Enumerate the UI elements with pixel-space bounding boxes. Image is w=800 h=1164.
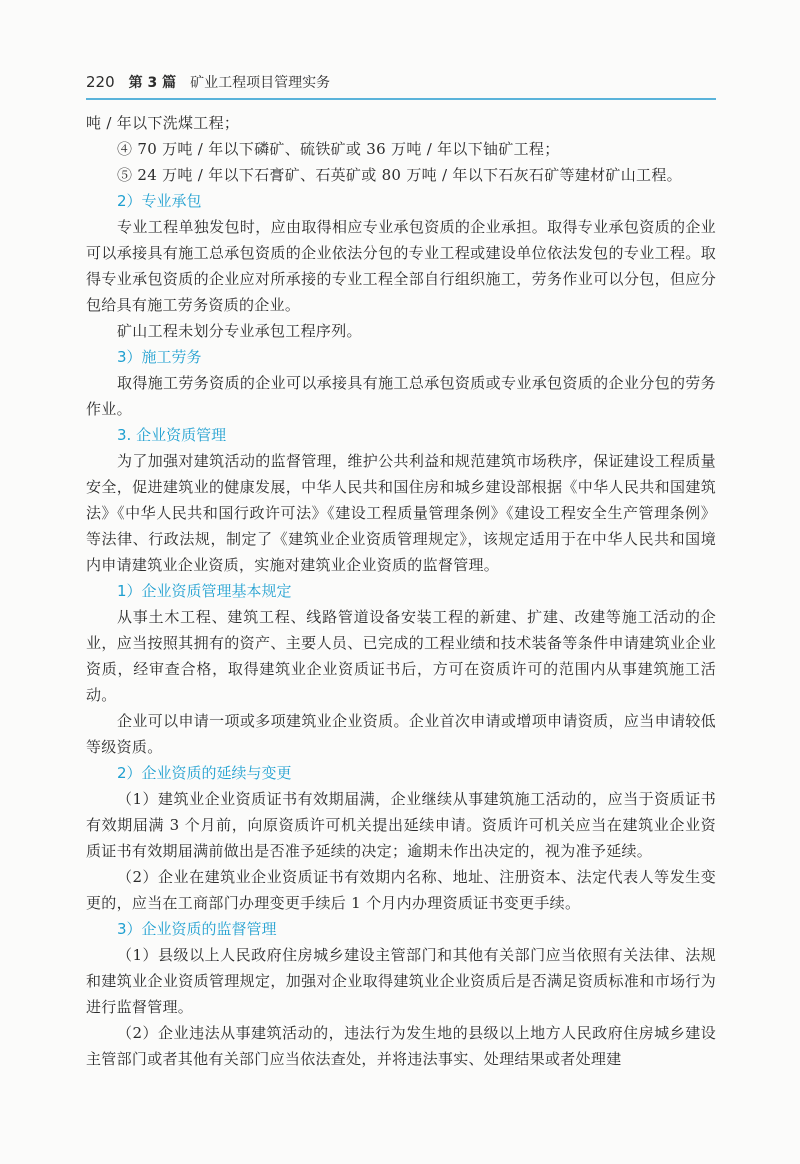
body-paragraph: ⑤ 24 万吨 / 年以下石膏矿、石英矿或 80 万吨 / 年以下石灰石矿等建材矿山工程。 [117, 166, 682, 184]
part-label: 第 3 篇 [128, 75, 177, 91]
body-paragraph: 取得施工劳务资质的企业可以承接具有施工总承包资质或专业承包资质的企业分包的劳务作业。 [86, 374, 716, 418]
body-paragraph: 企业可以申请一项或多项建筑业企业资质。企业首次申请或增项申请资质，应当申请较低等级资质。 [86, 712, 716, 756]
section-heading: 2）专业承包 [117, 192, 202, 210]
book-title: 矿业工程项目管理实务 [190, 75, 331, 91]
section-heading: 2）企业资质的延续与变更 [117, 764, 292, 782]
body-paragraph: 吨 / 年以下洗煤工程； [86, 114, 240, 132]
page-number: 220 [86, 73, 115, 91]
header-divider [86, 98, 716, 100]
body-paragraph: （2）企业在建筑业企业资质证书有效期内名称、地址、注册资本、法定代表人等发生变更的，应当在工商部门办理变更手续后 1 个月内办理资质证书变更手续。 [86, 868, 716, 912]
section-heading: 3）企业资质的监督管理 [117, 920, 277, 938]
running-header [86, 72, 716, 98]
page-body [86, 110, 716, 1072]
body-paragraph: 从事土木工程、建筑工程、线路管道设备安装工程的新建、扩建、改建等施工活动的企业，应当按照其拥有的资产、主要人员、已完成的工程业绩和技术装备等条件申请建筑业企业资质，经审查合格，取得建筑业企业资质证书后，方可在资质许可的范围内从事建筑施工活动。 [86, 608, 716, 704]
body-paragraph: （2）企业违法从事建筑活动的，违法行为发生地的县级以上地方人民政府住房城乡建设主管部门或者其他有关部门应当依法查处，并将违法事实、处理结果或者处理建 [86, 1024, 716, 1068]
body-paragraph: 为了加强对建筑活动的监督管理，维护公共利益和规范建筑市场秩序，保证建设工程质量安全，促进建筑业的健康发展，中华人民共和国住房和城乡建设部根据《中华人民共和国建筑法》《中华人民共和国行政许可法》《建设工程质量管理条例》《建设工程安全生产管理条例》等法律、行政法规，制定了《建筑业企业资质管理规定》，该规定适用于在中华人民共和国境内申请建筑业企业资质，实施对建筑业企业资质的监督管理。 [86, 452, 716, 574]
section-heading: 3. 企业资质管理 [117, 426, 227, 444]
body-paragraph: 矿山工程未划分专业承包工程序列。 [117, 322, 362, 340]
section-heading: 3）施工劳务 [117, 348, 202, 366]
body-paragraph: （1）建筑业企业资质证书有效期届满，企业继续从事建筑施工活动的，应当于资质证书有效期届满 3 个月前，向原资质许可机关提出延续申请。资质许可机关应当在建筑业企业资质证书有效期届满前做出是否准予延续的决定；逾期未作出决定的，视为准予延续。 [86, 790, 716, 860]
body-paragraph: 专业工程单独发包时，应由取得相应专业承包资质的企业承担。取得专业承包资质的企业可以承接具有施工总承包资质的企业依法分包的专业工程或建设单位依法发包的专业工程。取得专业承包资质的企业应对所承接的专业工程全部自行组织施工，劳务作业可以分包，但应分包给具有施工劳务资质的企业。 [86, 218, 716, 314]
section-heading: 1）企业资质管理基本规定 [117, 582, 292, 600]
body-paragraph: ④ 70 万吨 / 年以下磷矿、硫铁矿或 36 万吨 / 年以下铀矿工程； [117, 140, 560, 158]
body-paragraph: （1）县级以上人民政府住房城乡建设主管部门和其他有关部门应当依照有关法律、法规和建筑业企业资质管理规定，加强对企业取得建筑业企业资质后是否满足资质标准和市场行为进行监督管理。 [86, 946, 716, 1016]
